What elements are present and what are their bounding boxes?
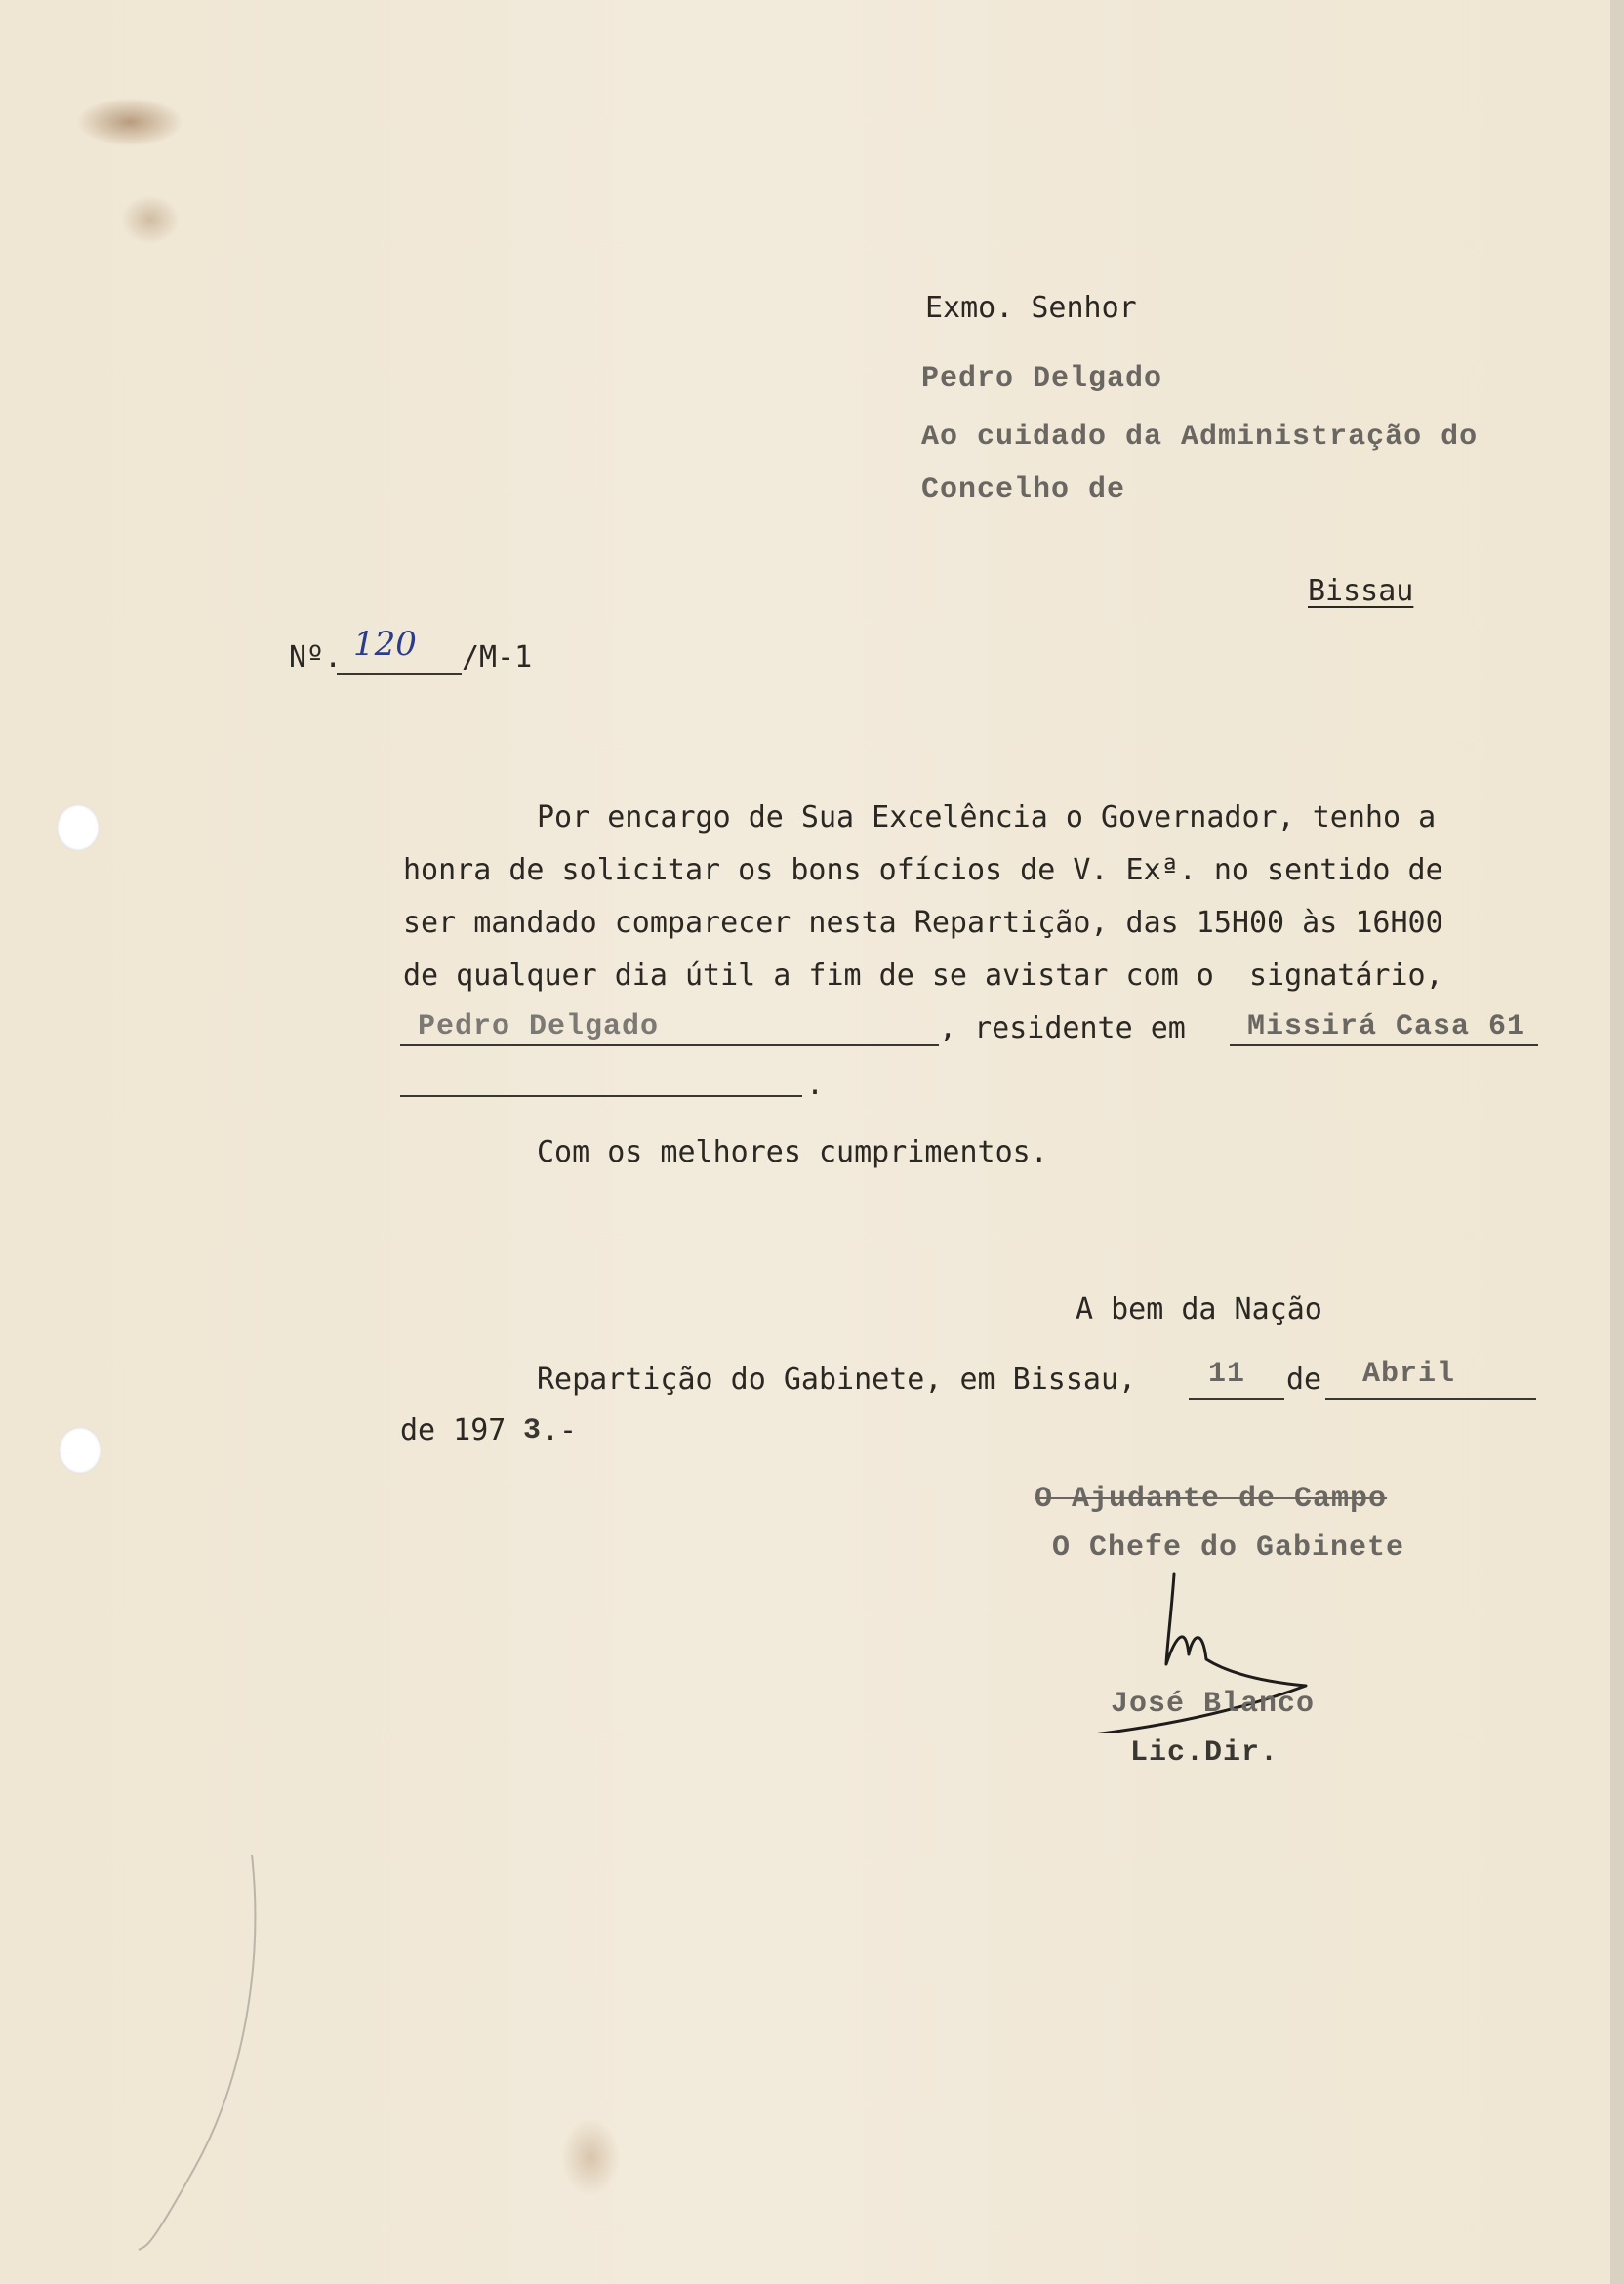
dateline-year-digit: 3 xyxy=(523,1414,543,1448)
care-of-line-2: Concelho de xyxy=(921,473,1126,507)
bottom-stain xyxy=(561,2118,620,2196)
dateline-prefix: Repartição do Gabinete, em Bissau, xyxy=(537,1363,1137,1397)
body-line-3: ser mandado comparecer nesta Repartição, das 15H00 às 16H00 xyxy=(403,906,1443,940)
dateline-day: 11 xyxy=(1208,1358,1246,1391)
body-line-1: Por encargo de Sua Excelência o Governador, tenho a xyxy=(537,800,1437,835)
residence-continuation-line xyxy=(400,1095,802,1097)
signatory-title: O Chefe do Gabinete xyxy=(1052,1531,1405,1565)
residence-label: , residente em xyxy=(939,1011,1186,1045)
reference-underline xyxy=(337,673,462,675)
care-of-line-1: Ao cuidado da Administração do xyxy=(921,421,1479,454)
residence-underline xyxy=(1230,1044,1538,1046)
reference-prefix: Nº. xyxy=(289,640,343,674)
addressee-name: Pedro Delgado xyxy=(921,362,1163,395)
residence-value: Missirá Casa 61 xyxy=(1247,1010,1526,1043)
closing-greeting: Com os melhores cumprimentos. xyxy=(537,1135,1048,1169)
dateline-of: de xyxy=(1286,1363,1322,1397)
month-underline xyxy=(1325,1398,1536,1400)
valediction: A bem da Nação xyxy=(1076,1292,1322,1326)
rust-stain-small xyxy=(121,195,180,244)
rust-stain xyxy=(76,98,183,146)
dateline-year-prefix: de 197 xyxy=(400,1413,507,1448)
signatory-credential: Lic.Dir. xyxy=(1130,1736,1279,1770)
punch-hole-bottom xyxy=(59,1427,102,1474)
addressee-city: Bissau xyxy=(1308,574,1414,608)
dateline-year-suffix: .- xyxy=(542,1413,578,1448)
person-name: Pedro Delgado xyxy=(418,1010,660,1043)
day-underline xyxy=(1189,1398,1284,1400)
pencil-mark xyxy=(127,1845,283,2255)
body-line-2: honra de solicitar os bons ofícios de V. Exª. no sentido de xyxy=(403,853,1443,887)
reference-number: 120 xyxy=(353,625,417,664)
signatory-name: José Blanco xyxy=(1111,1688,1316,1721)
punch-hole-top xyxy=(57,804,100,851)
dateline-month: Abril xyxy=(1362,1358,1456,1391)
line-end-dot: . xyxy=(806,1068,825,1102)
struck-title: O Ajudante de Campo xyxy=(1035,1483,1388,1516)
page-edge xyxy=(1610,0,1624,2284)
body-line-4: de qualquer dia útil a fim de se avistar com o signatário, xyxy=(403,958,1443,993)
reference-suffix: /M-1 xyxy=(462,640,533,674)
person-name-underline xyxy=(400,1044,939,1046)
salutation: Exmo. Senhor xyxy=(925,291,1137,325)
